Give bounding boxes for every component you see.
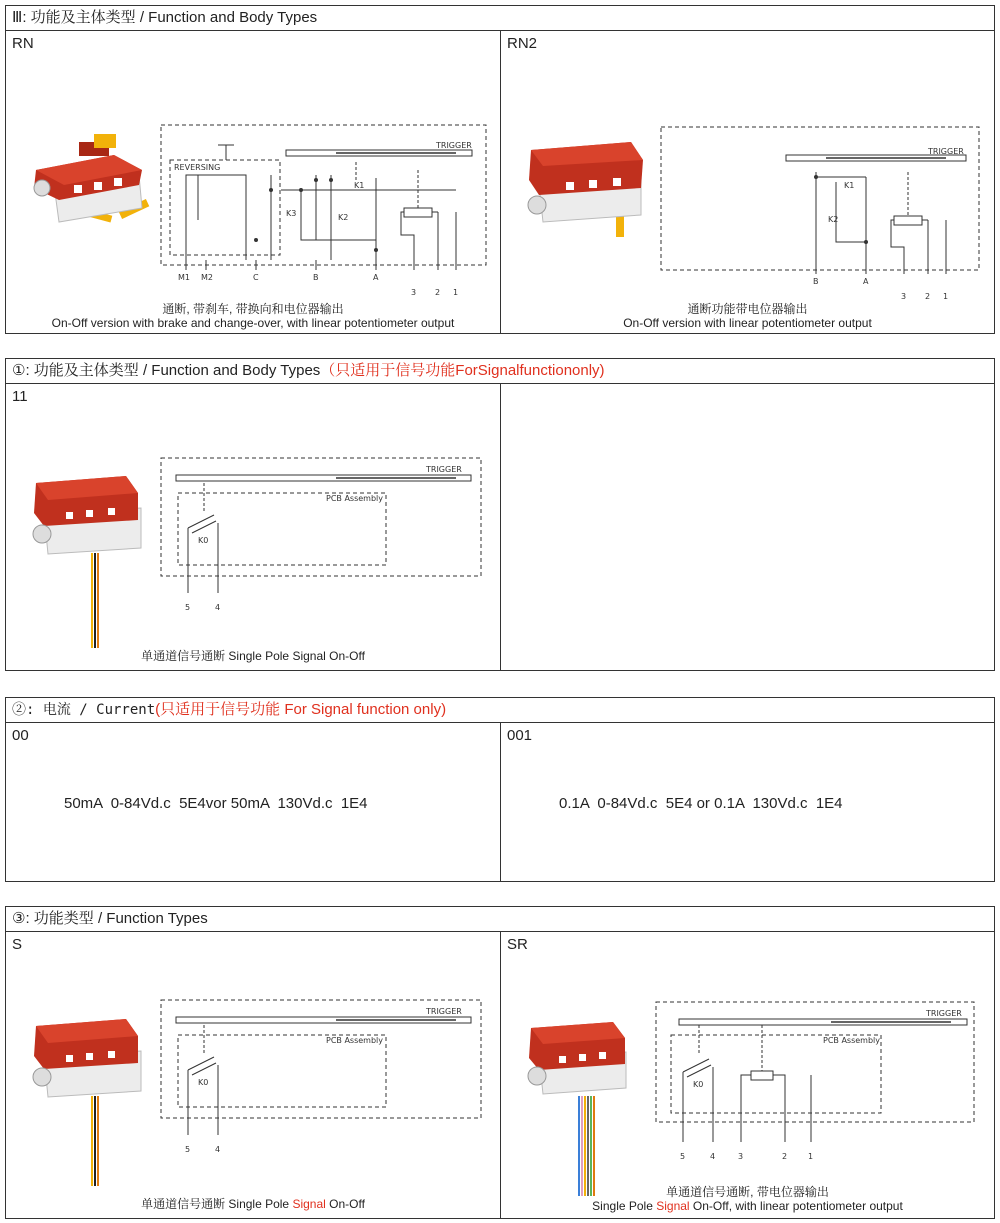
option-s bbox=[6, 931, 500, 1218]
k0-label: K0 bbox=[198, 1078, 209, 1087]
section-signal-body-types bbox=[5, 358, 995, 671]
header-note: （只适用于信号功能ForSignalfunctiononly) bbox=[320, 362, 605, 379]
circuit-diagram-s bbox=[156, 995, 486, 1155]
k0-label: K0 bbox=[198, 536, 209, 545]
circuit-diagram-rn2 bbox=[656, 122, 981, 302]
caption-en: On-Off version with linear potentiometer output bbox=[623, 316, 872, 330]
terminal-a: A bbox=[373, 273, 379, 282]
circuit-diagram-rn bbox=[156, 120, 491, 300]
terminal-5: 5 bbox=[680, 1152, 686, 1161]
terminal-2: 2 bbox=[925, 292, 931, 301]
actuator-image-rn bbox=[24, 130, 164, 242]
caption-post: On-Off, with linear potentiometer output bbox=[689, 1199, 903, 1213]
section-header bbox=[6, 359, 994, 384]
terminal-m1: M1 bbox=[178, 273, 190, 282]
empty-cell bbox=[501, 383, 994, 670]
option-sr bbox=[501, 931, 994, 1218]
pcb-label: PCB Assembly bbox=[823, 1036, 880, 1045]
caption-post: On-Off bbox=[325, 1197, 365, 1211]
caption-pre: Single Pole bbox=[592, 1199, 657, 1213]
terminal-3: 3 bbox=[411, 288, 417, 297]
pcb-label: PCB Assembly bbox=[326, 494, 383, 503]
caption-en bbox=[501, 1199, 994, 1213]
circuit-diagram-11 bbox=[156, 453, 486, 613]
terminal-2: 2 bbox=[782, 1152, 788, 1161]
option-001 bbox=[501, 722, 994, 881]
option-11 bbox=[6, 383, 500, 670]
option-code: 11 bbox=[12, 388, 28, 405]
caption-cn: 通断, 带刹车, 带换向和电位器输出 bbox=[162, 302, 344, 316]
k1-label: K1 bbox=[844, 181, 855, 190]
section-header bbox=[6, 698, 994, 723]
terminal-2: 2 bbox=[435, 288, 441, 297]
section-function-types bbox=[5, 906, 995, 1219]
section-header: ③: 功能类型 / Function Types bbox=[6, 907, 994, 932]
k3-label: K3 bbox=[286, 209, 297, 218]
terminal-b: B bbox=[313, 273, 319, 282]
section-current bbox=[5, 697, 995, 882]
option-code: RN bbox=[12, 35, 34, 52]
terminal-1: 1 bbox=[808, 1152, 814, 1161]
terminal-a: A bbox=[863, 277, 869, 286]
caption bbox=[6, 1197, 500, 1211]
trigger-label: TRIGGER bbox=[926, 1009, 962, 1018]
option-code: 001 bbox=[507, 727, 533, 744]
caption: 单通道信号通断 Single Pole Signal On-Off bbox=[141, 649, 365, 663]
terminal-5: 5 bbox=[185, 1145, 191, 1154]
actuator-image-sr bbox=[521, 1016, 646, 1196]
reversing-label: REVERSING bbox=[174, 163, 221, 172]
section-header: Ⅲ: 功能及主体类型 / Function and Body Types bbox=[6, 6, 994, 31]
terminal-4: 4 bbox=[710, 1152, 716, 1161]
k1-label: K1 bbox=[354, 181, 365, 190]
option-code: SR bbox=[507, 936, 528, 953]
terminal-1: 1 bbox=[453, 288, 459, 297]
option-rn2 bbox=[501, 30, 994, 333]
trigger-label: TRIGGER bbox=[928, 147, 964, 156]
terminal-c: C bbox=[253, 273, 259, 282]
terminal-5: 5 bbox=[185, 603, 191, 612]
header-note: (只适用于信号功能 For Signal function only) bbox=[155, 701, 447, 718]
terminal-3: 3 bbox=[901, 292, 907, 301]
section-function-body-types bbox=[5, 5, 995, 334]
k2-label: K2 bbox=[338, 213, 349, 222]
caption-cn: 通断功能带电位器输出 bbox=[687, 302, 808, 316]
option-code: S bbox=[12, 936, 23, 953]
trigger-label: TRIGGER bbox=[436, 141, 472, 150]
trigger-label: TRIGGER bbox=[426, 465, 462, 474]
caption-highlight: Signal bbox=[292, 1197, 326, 1211]
header-main: ①: 功能及主体类型 / Function and Body Types bbox=[12, 362, 321, 379]
option-code: 00 bbox=[12, 727, 29, 744]
actuator-image-s bbox=[26, 1011, 151, 1186]
caption-pre: 单通道信号通断 Single Pole bbox=[141, 1197, 293, 1211]
current-spec: 0.1A 0-84Vd.c 5E4 or 0.1A 130Vd.c 1E4 bbox=[559, 795, 843, 812]
terminal-3: 3 bbox=[738, 1152, 744, 1161]
terminal-4: 4 bbox=[215, 1145, 221, 1154]
current-spec: 50mA 0-84Vd.c 5E4vor 50mA 130Vd.c 1E4 bbox=[64, 795, 368, 812]
actuator-image-11 bbox=[26, 468, 151, 648]
pcb-label: PCB Assembly bbox=[326, 1036, 383, 1045]
terminal-b: B bbox=[813, 277, 819, 286]
terminal-4: 4 bbox=[215, 603, 221, 612]
k2-label: K2 bbox=[828, 215, 839, 224]
circuit-diagram-sr bbox=[651, 997, 981, 1169]
option-00 bbox=[6, 722, 500, 881]
header-main: ②: 电流 / Current bbox=[12, 702, 156, 718]
option-rn bbox=[6, 30, 500, 333]
trigger-label: TRIGGER bbox=[426, 1007, 462, 1016]
terminal-m2: M2 bbox=[201, 273, 213, 282]
caption-highlight: Signal bbox=[656, 1199, 690, 1213]
option-code: RN2 bbox=[507, 35, 538, 52]
caption-en: On-Off version with brake and change-over, with linear potentiometer output bbox=[51, 316, 455, 330]
actuator-image-rn2 bbox=[521, 130, 651, 242]
caption-cn: 单通道信号通断, 带电位器输出 bbox=[666, 1185, 829, 1199]
k0-label: K0 bbox=[693, 1080, 704, 1089]
terminal-1: 1 bbox=[943, 292, 949, 301]
